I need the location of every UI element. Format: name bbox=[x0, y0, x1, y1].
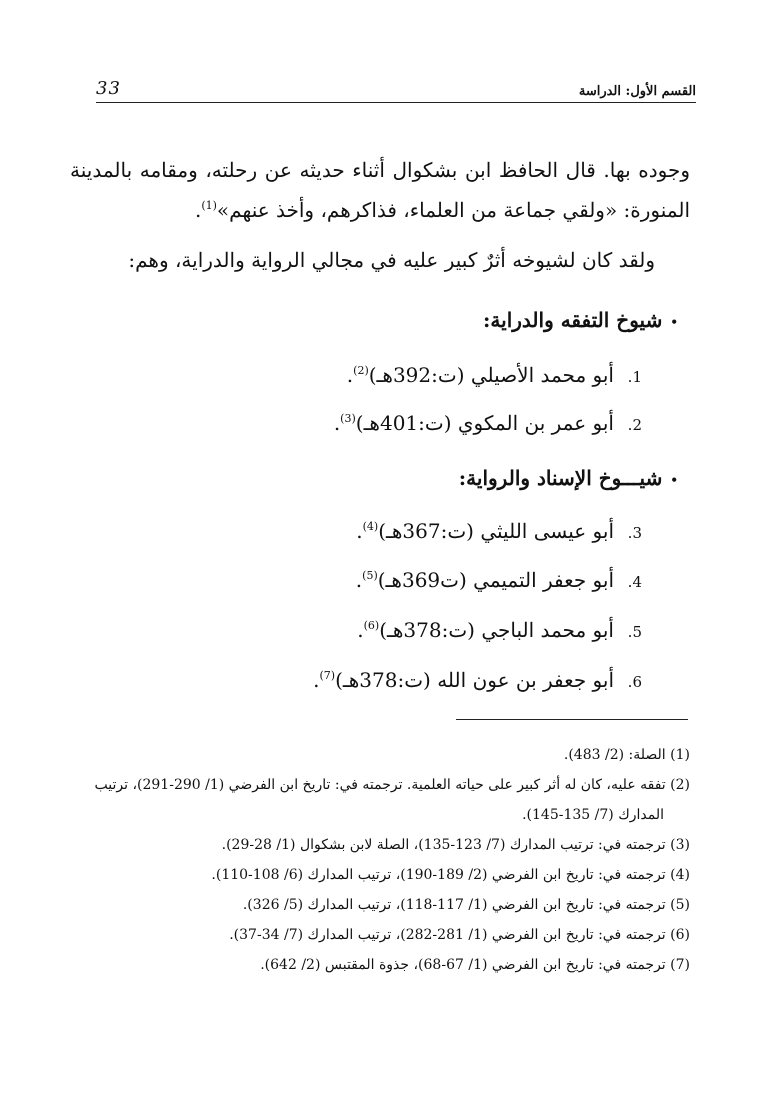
page-number: 33 bbox=[96, 78, 121, 99]
footnote-separator bbox=[456, 719, 688, 720]
footnote-ref-5[interactable]: (5) bbox=[362, 569, 378, 582]
list-item bbox=[142, 408, 642, 440]
bullet-icon: • bbox=[670, 314, 678, 329]
footnote-2: (2) تفقه عليه، كان له أثر كبير على حياته العلمية. ترجمته في: تاريخ ابن الفرضي (1/ 290-291)، ترتيب bbox=[94, 777, 690, 793]
item-end: . bbox=[355, 568, 363, 592]
footnote-4: (4) ترجمته في: تاريخ ابن الفرضي (2/ 189-190)، ترتيب المدارك (6/ 108-110). bbox=[211, 867, 690, 883]
item-text: أبو محمد الباجي (ت:378هـ) bbox=[379, 618, 614, 642]
list-item bbox=[142, 615, 642, 647]
page-header bbox=[96, 76, 696, 103]
footnote-ref-3[interactable]: (3) bbox=[340, 412, 356, 425]
footnote-2-continued: المدارك (7/ 135-145). bbox=[522, 807, 664, 823]
section-title: شيـــوخ الإسناد والرواية: bbox=[458, 466, 663, 490]
item-number: 4. bbox=[627, 573, 642, 591]
footnote-3: (3) ترجمته في: ترتيب المدارك (7/ 123-135)، الصلة لابن بشكوال (1/ 28-29). bbox=[221, 837, 690, 853]
footnote-6: (6) ترجمته في: تاريخ ابن الفرضي (1/ 281-282)، ترتيب المدارك (7/ 34-37). bbox=[229, 927, 690, 943]
footnote-ref-7[interactable]: (7) bbox=[319, 669, 336, 682]
item-number: 5. bbox=[627, 623, 642, 641]
item-end: . bbox=[333, 411, 341, 435]
section-title: شيوخ التفقه والدراية: bbox=[483, 308, 663, 332]
running-title: القسم الأول: الدراسة bbox=[578, 84, 696, 99]
item-number: 1. bbox=[627, 368, 642, 386]
list-item bbox=[142, 665, 642, 697]
footnote-ref-2[interactable]: (2) bbox=[353, 364, 369, 377]
footnote-ref-1[interactable]: (1) bbox=[201, 199, 217, 212]
item-text: أبو جعفر بن عون الله (ت:378هـ) bbox=[335, 668, 614, 692]
paragraph-1-end: . bbox=[194, 198, 202, 222]
item-number: 3. bbox=[627, 524, 642, 542]
footnote-1: (1) الصلة: (2/ 483). bbox=[563, 747, 690, 763]
item-text: أبو عيسى الليثي (ت:367هـ) bbox=[378, 519, 614, 543]
paragraph-1-text: وجوده بها. قال الحافظ ابن بشكوال أثناء حديثه عن رحلته، ومقامه بالمدينة المنورة: «ولقي جماعة من العلماء، فذاكرهم، وأخذ عنهم» bbox=[70, 158, 690, 222]
footnotes bbox=[62, 740, 690, 980]
list-item bbox=[142, 516, 642, 548]
item-end: . bbox=[346, 363, 354, 387]
footnote-ref-6[interactable]: (6) bbox=[363, 619, 380, 632]
footnote-5: (5) ترجمته في: تاريخ ابن الفرضي (1/ 117-118)، ترتيب المدارك (5/ 326). bbox=[242, 897, 690, 913]
list-item bbox=[142, 565, 642, 597]
section-heading-fiqh bbox=[118, 308, 678, 332]
section-heading-isnad bbox=[118, 466, 678, 490]
item-number: 2. bbox=[627, 416, 642, 434]
item-text: أبو جعفر التميمي (ت369هـ) bbox=[377, 568, 614, 592]
paragraph-2: ولقد كان لشيوخه أثرٌ كبير عليه في مجالي الرواية والدراية، وهم: bbox=[128, 248, 655, 272]
item-number: 6. bbox=[627, 673, 642, 691]
footnote-7: (7) ترجمته في: تاريخ ابن الفرضي (1/ 67-68)، جذوة المقتبس (2/ 642). bbox=[260, 957, 690, 973]
item-end: . bbox=[356, 519, 363, 543]
item-text: أبو عمر بن المكوي (ت:401هـ) bbox=[355, 411, 614, 435]
footnote-ref-4[interactable]: (4) bbox=[362, 520, 379, 533]
bullet-icon: • bbox=[670, 472, 678, 487]
paragraph-1 bbox=[70, 150, 690, 230]
item-end: . bbox=[313, 668, 320, 692]
item-text: أبو محمد الأصيلي (ت:392هـ) bbox=[368, 363, 614, 387]
item-end: . bbox=[357, 618, 364, 642]
list-item bbox=[142, 360, 642, 392]
